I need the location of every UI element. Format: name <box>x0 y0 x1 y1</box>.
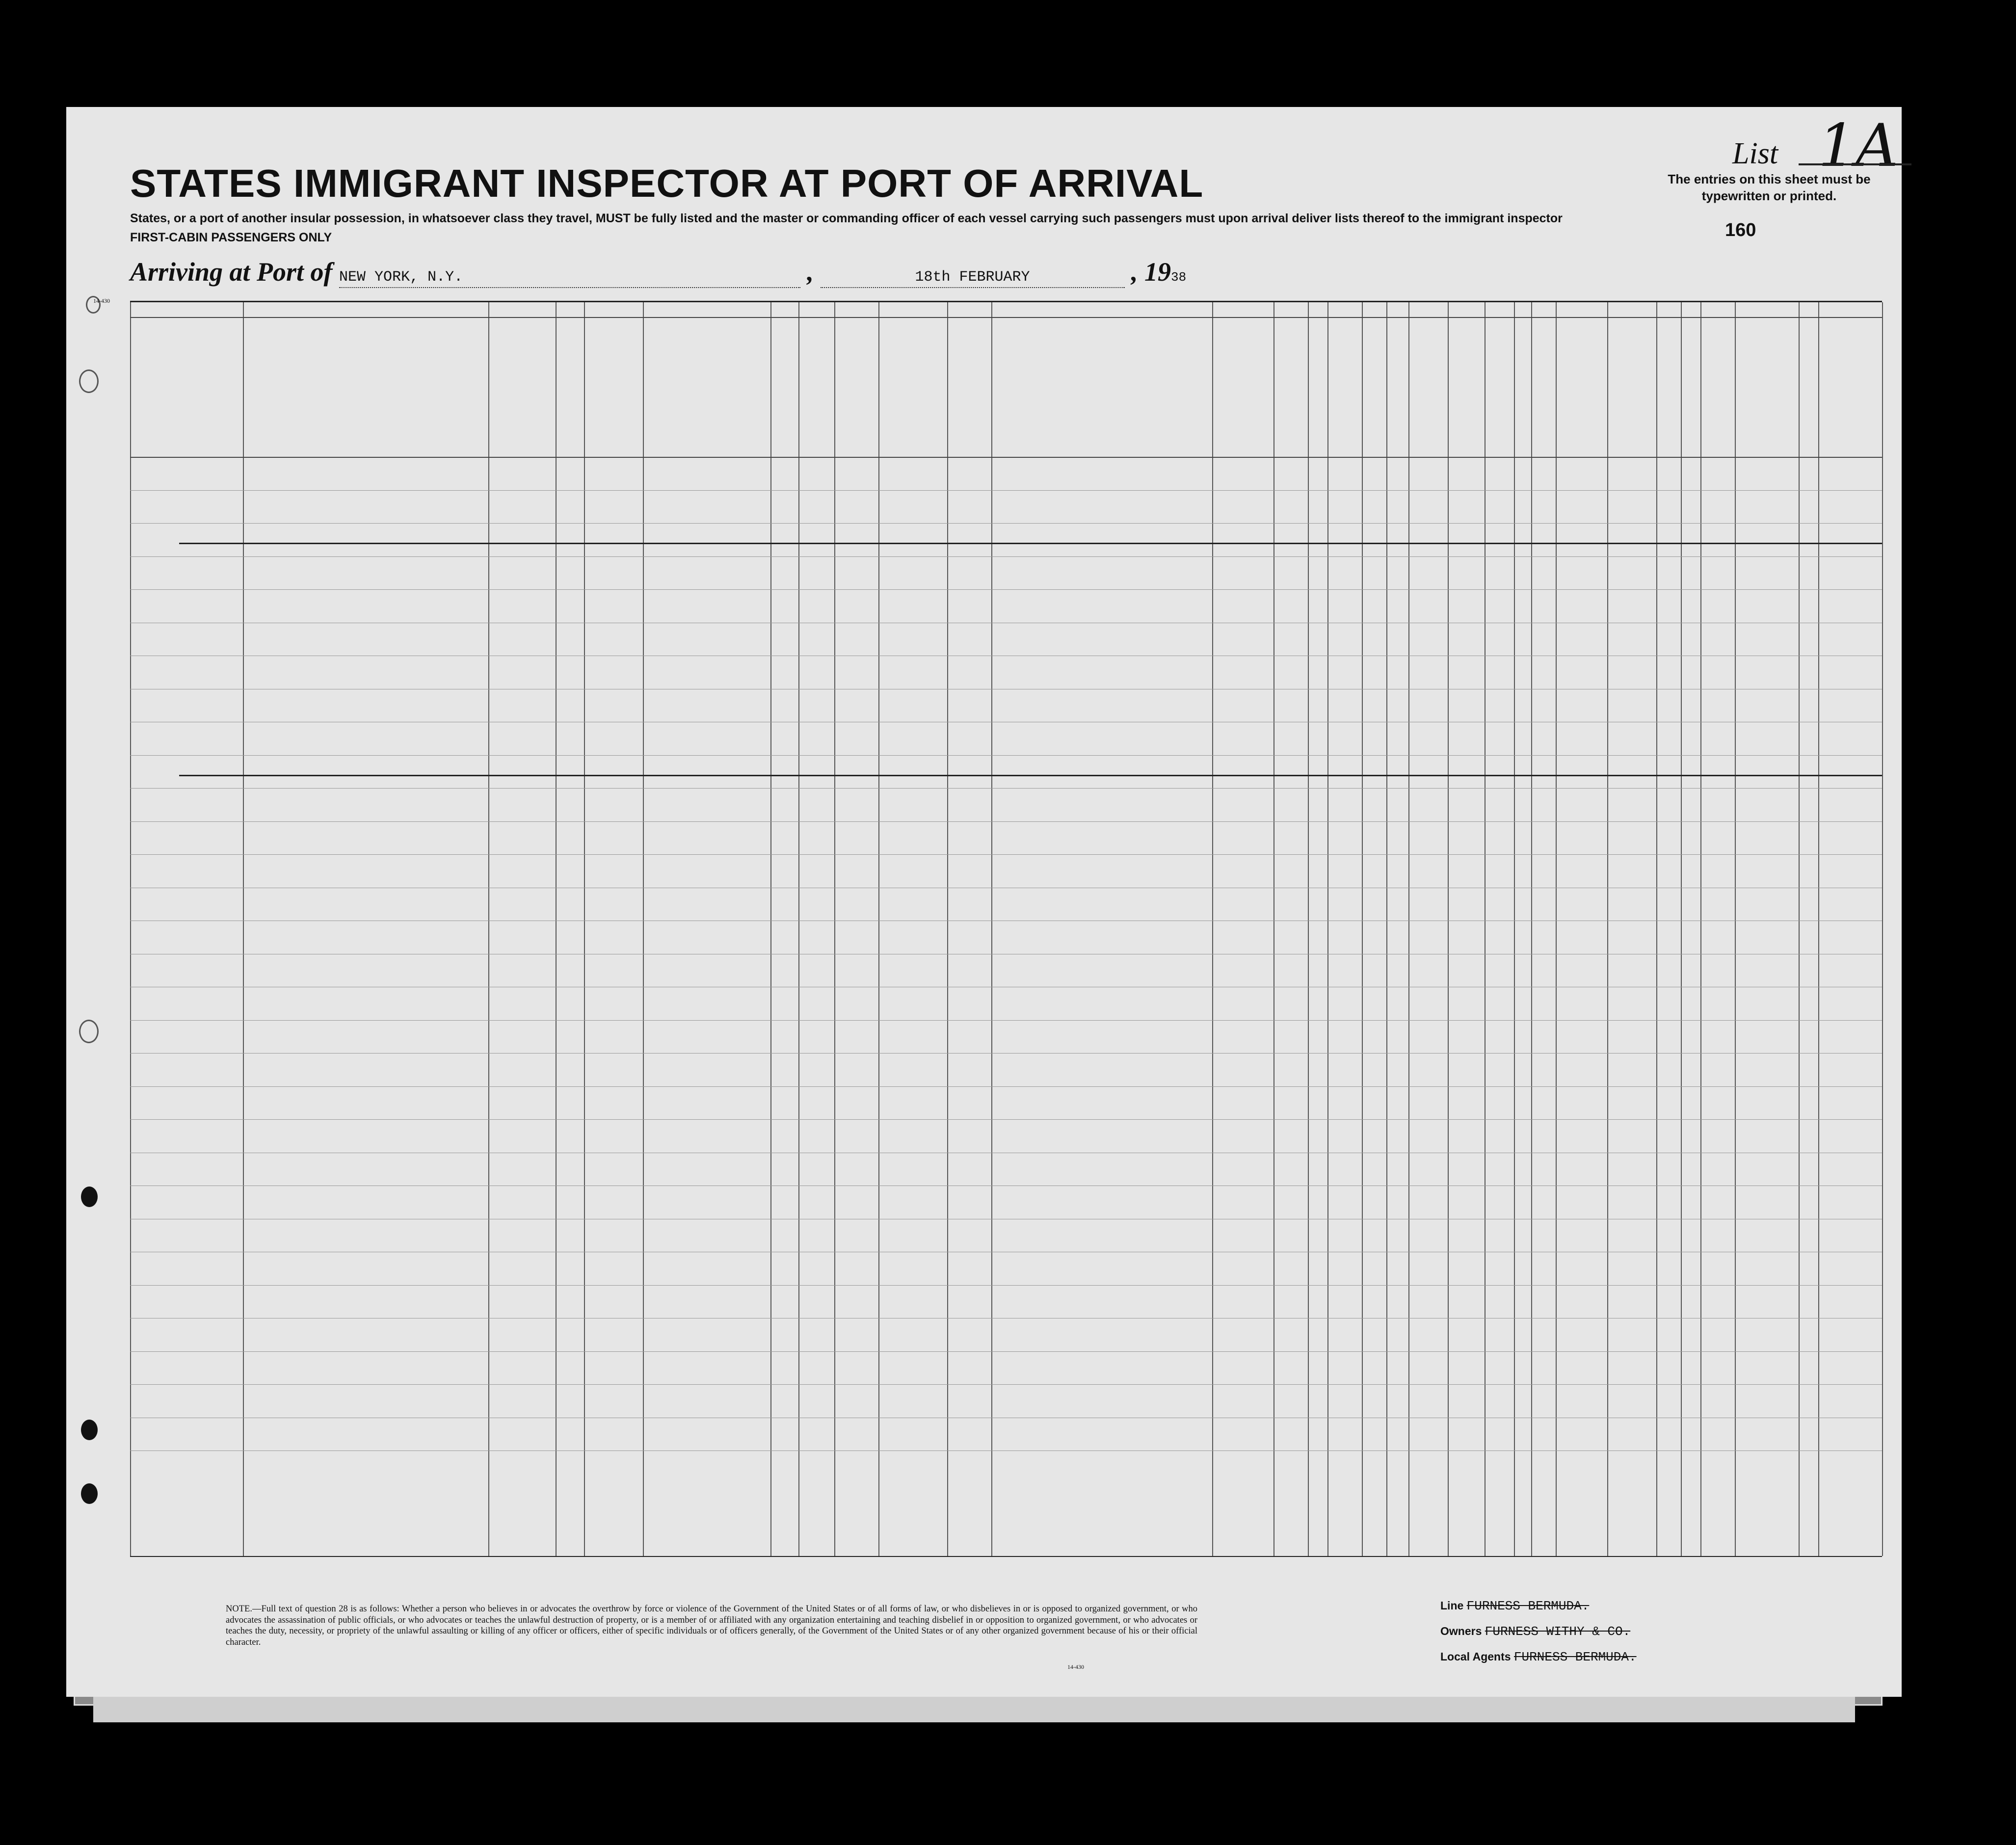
strike-through <box>179 775 1882 776</box>
line-value: FURNESS BERMUDA. <box>1466 1599 1590 1613</box>
row-rule <box>130 755 1882 756</box>
year-suffix: 38 <box>1171 270 1187 285</box>
strike-through <box>179 543 1882 544</box>
row-rule <box>130 854 1882 855</box>
binder-hole <box>79 369 99 393</box>
owners-value: FURNESS WITHY & CO. <box>1485 1624 1631 1639</box>
row-rule <box>130 788 1882 789</box>
manifest-page <box>66 107 1902 1697</box>
row-rule <box>130 523 1882 524</box>
row-rule <box>130 821 1882 822</box>
year-prefix: 19 <box>1144 257 1171 287</box>
row-rule <box>130 1119 1882 1120</box>
sheet-number: 160 <box>1725 220 1756 240</box>
row-rule <box>130 1020 1882 1021</box>
form-number: 14-430 <box>93 297 110 304</box>
row-rule <box>130 556 1882 557</box>
arrival-line: Arriving at Port of NEW YORK, N.Y. , 18th FEBRUARY , 1938 <box>130 257 1186 288</box>
list-number: 1A <box>1818 112 1899 180</box>
header-bottom-rule <box>130 457 1882 458</box>
row-rule <box>130 1053 1882 1054</box>
column-divider <box>1882 302 1883 1556</box>
arriving-label: Arriving at Port of <box>130 257 333 287</box>
class-line: FIRST-CABIN PASSENGERS ONLY <box>130 231 332 244</box>
header-top-rule <box>130 317 1882 318</box>
binder-hole <box>81 1420 98 1440</box>
footer-agents: Local Agents FURNESS BERMUDA. <box>1440 1650 1637 1664</box>
binder-hole <box>79 1020 99 1043</box>
manifest-table <box>130 301 1882 1557</box>
question-28-note: NOTE.—Full text of question 28 is as follows: Whether a person who believes in or advocates the overthrow by force or violence of the Government of the United States or of all forms of law, or who disbelieves in or is opposed to organized government, or who advocates the assassination of public officials, or who advocates or teaches the unlawful destruction of property, or is a member of or affiliated with any organization entertaining and teaching disbelief in or opposition to organized government, or who advocates or teaches the duty, necessity, or propriety of the unlawful assaulting or killing of any officer or officers, either of specific individuals or of officers generally, of the Government of the United States or of any other organized government because of his or their official character. <box>226 1604 1197 1647</box>
list-underline <box>1799 163 1911 165</box>
row-rule <box>130 1086 1882 1087</box>
row-rule <box>130 1384 1882 1385</box>
entries-note: The entries on this sheet must be typewritten or printed. <box>1668 172 1871 203</box>
row-rule <box>130 490 1882 491</box>
footer-owners: Owners FURNESS WITHY & CO. <box>1440 1624 1631 1639</box>
row-rule <box>130 1351 1882 1352</box>
row-rule <box>130 589 1882 590</box>
row-rule <box>130 1285 1882 1286</box>
binder-hole <box>81 1483 98 1504</box>
port-value: NEW YORK, N.Y. <box>339 269 463 286</box>
instructions-line: States, or a port of another insular possession, in whatsoever class they travel, MUST be fully listed and the master or commanding officer of each vessel carrying such passengers must upon arrival deliver lists thereof to the immigrant inspector <box>130 211 1563 225</box>
agents-value: FURNESS BERMUDA. <box>1513 1650 1637 1664</box>
date-value: 18th FEBRUARY <box>915 269 1030 286</box>
binder-hole <box>81 1186 98 1207</box>
page-title: STATES IMMIGRANT INSPECTOR AT PORT OF ARRIVAL <box>130 161 1204 205</box>
row-rule <box>130 1450 1882 1451</box>
footer-line: Line FURNESS BERMUDA. <box>1440 1599 1590 1613</box>
form-number-footer: 14-430 <box>1067 1663 1084 1670</box>
list-label: List <box>1732 137 1778 170</box>
